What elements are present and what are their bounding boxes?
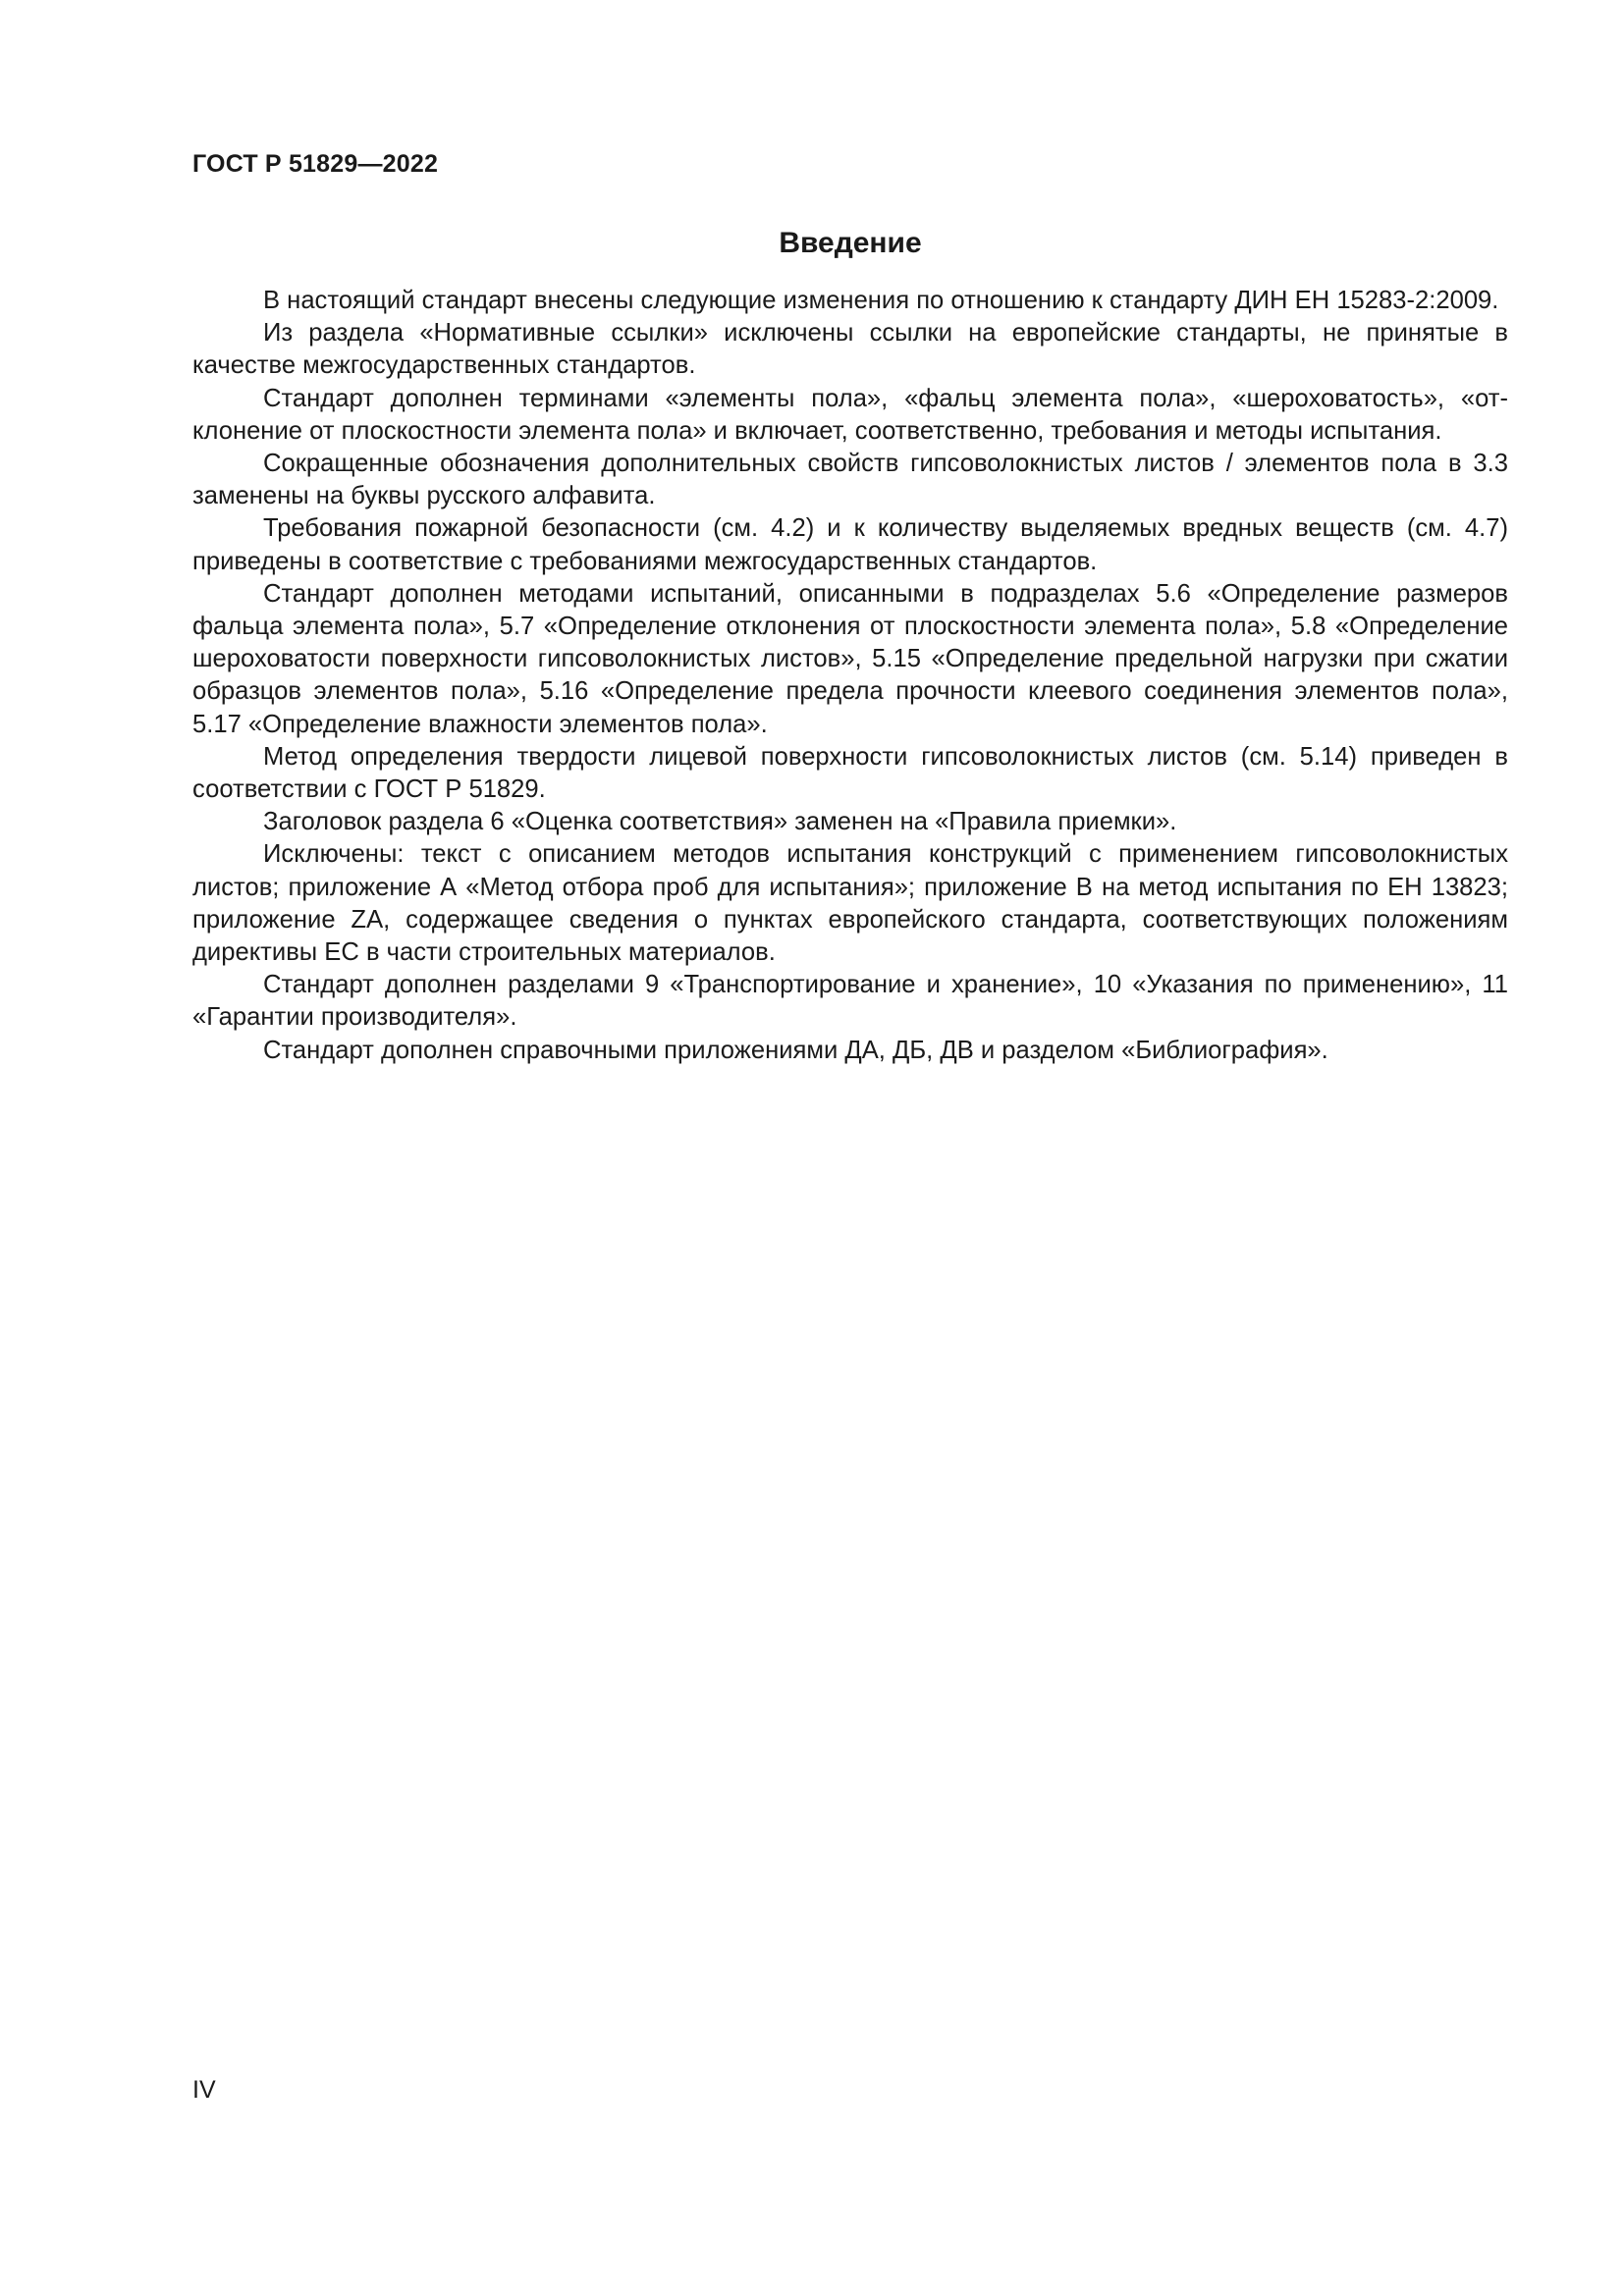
paragraph: Из раздела «Нормативные ссылки» исключены ссылки на европейские стандарты, не принятые в качестве межгосударственных стандартов. [192, 319, 1508, 380]
document-code-header: ГОСТ Р 51829—2022 [192, 150, 439, 178]
paragraph: Заголовок раздела 6 «Оценка соответствия» заменен на «Правила приемки». [263, 808, 1177, 836]
section-body [192, 285, 1508, 1067]
section-title: Введение [779, 227, 922, 259]
page-number: IV [192, 2076, 216, 2104]
paragraph: Исключены: текст с описанием методов испытания конструкций с применением гипсоволокнистых листов; приложение А «Метод отбора проб для испытания»; приложение В на метод испытания по ЕН 13823; приложение ZA, содержащее сведения о пунктах европейского стандарта, соответствующих положениям директивы ЕС в части строительных материалов. [192, 840, 1508, 967]
paragraph: Стандарт дополнен справочными приложениями ДА, ДБ, ДВ и разделом «Библиография». [263, 1036, 1328, 1064]
paragraph: Стандарт дополнен методами испытаний, описанными в подразделах 5.6 «Определение размеров фальца элемента пола», 5.7 «Определение отклонения от плоскостности элемента пола», 5.8 «Определение шероховатости поверхности гипсоволокнистых листов», 5.15 «Определение предельной нагрузки при сжатии образцов элементов пола», 5.16 «Определение предела прочности клеевого соединения элементов пола», 5.17 «Определение влажности элементов пола». [192, 579, 1508, 738]
paragraph: Стандарт дополнен разделами 9 «Транспортирование и хранение», 10 «Указания по применению», 11 «Гарантии производителя». [192, 971, 1508, 1032]
paragraph: Сокращенные обозначения дополнительных свойств гипсоволокнистых листов / элементов пола в 3.3 заменены на буквы русского алфавита. [192, 450, 1508, 510]
paragraph: В настоящий стандарт внесены следующие изменения по отношению к стандарту ДИН ЕН 15283-2:2009. [263, 287, 1499, 314]
paragraph: Метод определения твердости лицевой поверхности гипсоволокнистых листов (см. 5.14) приведен в соответствии с ГОСТ Р 51829. [192, 742, 1508, 804]
paragraph: Стандарт дополнен терминами «элементы пола», «фальц элемента пола», «шероховатость», «отклонение от плоскостности элемента пола» и включает, соответственно, требования и методы испытания. [192, 384, 1508, 445]
paragraph: Требования пожарной безопасности (см. 4.2) и к количеству выделяемых вредных веществ (см. 4.7) приведены в соответствие с требованиями межгосударственных стандартов. [192, 514, 1508, 575]
